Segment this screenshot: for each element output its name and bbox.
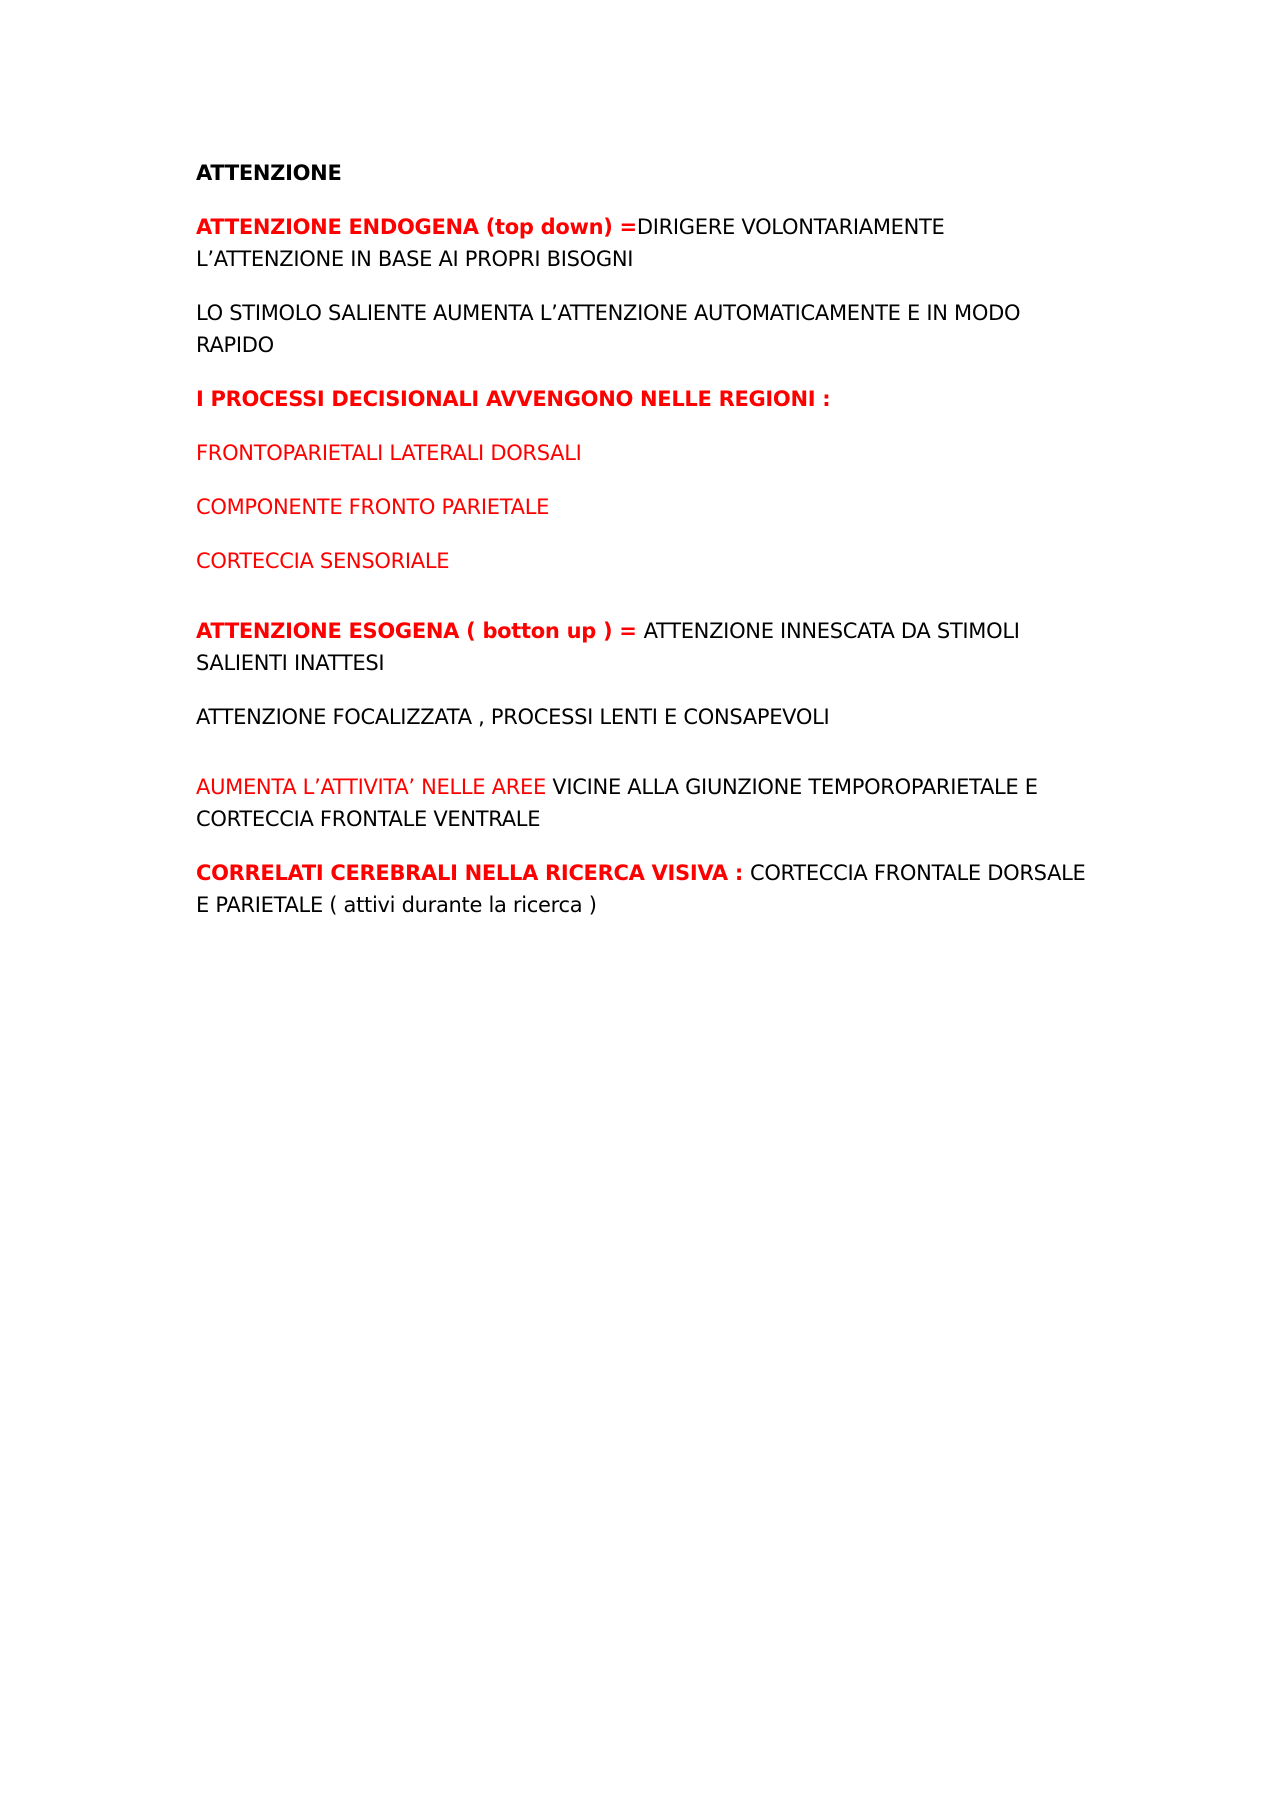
document-title: ATTENZIONE	[196, 161, 342, 185]
endogenous-attention-label: ATTENZIONE ENDOGENA (top down) =	[196, 215, 637, 239]
paragraph-brain-correlates	[196, 857, 1096, 921]
paragraph-focused-attention: ATTENZIONE FOCALIZZATA , PROCESSI LENTI E CONSAPEVOLI	[196, 705, 830, 729]
region-item-1: FRONTOPARIETALI LATERALI DORSALI	[196, 441, 582, 465]
paragraph-activity-increase	[196, 771, 1096, 835]
paragraph-endogenous-attention	[196, 211, 1096, 275]
region-item-2: COMPONENTE FRONTO PARIETALE	[196, 495, 550, 519]
exogenous-attention-text: ATTENZIONE INNESCATA DA STIMOLI SALIENTI INATTESI	[196, 619, 1027, 675]
endogenous-attention-text: DIRIGERE VOLONTARIAMENTE L’ATTENZIONE IN BASE AI PROPRI BISOGNI	[196, 215, 951, 271]
exogenous-attention-label: ATTENZIONE ESOGENA ( botton up ) =	[196, 619, 644, 643]
paragraph-exogenous-attention	[196, 615, 1096, 679]
paragraph-decision-regions: I PROCESSI DECISIONALI AVVENGONO NELLE REGIONI :	[196, 387, 831, 411]
brain-correlates-text: CORTECCIA FRONTALE DORSALE E PARIETALE ( attivi durante la ricerca )	[196, 861, 1092, 917]
paragraph-salient-stimulus: LO STIMOLO SALIENTE AUMENTA L’ATTENZIONE AUTOMATICAMENTE E IN MODO RAPIDO	[196, 301, 1027, 357]
region-item-3: CORTECCIA SENSORIALE	[196, 549, 450, 573]
activity-increase-text: VICINE ALLA GIUNZIONE TEMPOROPARIETALE E CORTECCIA FRONTALE VENTRALE	[196, 775, 1045, 831]
activity-increase-label: AUMENTA L’ATTIVITA’ NELLE AREE	[196, 775, 546, 799]
document-body	[196, 157, 1096, 921]
brain-correlates-label: CORRELATI CEREBRALI NELLA RICERCA VISIVA :	[196, 861, 750, 885]
